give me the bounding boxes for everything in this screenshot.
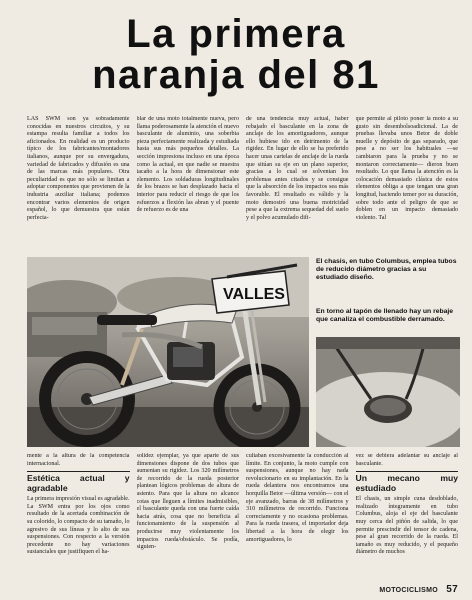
fuel-tap-illustration	[316, 337, 460, 447]
motorcycle-illustration	[27, 257, 309, 447]
bottom-column-2-text: solidez ejemplar, ya que aparte de sus dimensiones dispone de dos tubos que aumentan su rigidez. Los 320 milímetros de recorrido de la rueda posterior plantean lógicos problemas de altura de asiento. Para que la altura no alcance cotas que lleguen a límites inadmisibles, el basculante queda con una fuerte caída hacia atrás, cosa que no beneficia al funcionamiento de la suspensión al producirse muy violentamente los impactos rueda/obstáculo. Se podía, siguien-	[136, 453, 239, 551]
bottom-column-3-text: cultaban excesivamente la conducción al límite. En conjunto, la moto cumple con suspensiones, aunque no hay nada revolucionario en su implantación. En la rueda delantera nos encontramos una horquilla Betor —última versión— con el eje avanzado, barras de 38 milímetros y 310 milímetros de recorrido. Funciona correctamente y no ocasiona problemas. Para la rueda trasera, el importador deja libertad a la hora de elegir los amortiguadores, lo	[246, 453, 349, 543]
headline-line-2: naranja del 81	[92, 53, 380, 97]
motorcycle-photo	[27, 257, 309, 447]
subhead-mecano: Un mecano muy estudiado	[355, 473, 458, 493]
number-plate-text: VALLES	[223, 286, 285, 303]
bottom-column-1-lead: mente a la altura de la competencia internacional.	[27, 453, 130, 467]
text-column-2: blar de una moto totalmente nueva, pero llama poderosamente la atención el nuevo basculante de aluminio, una soberbia pieza perfectamente realizada y estudiada hasta sus más pequeños detalles. La sección impresiona incluso en una época como la actual, en que nadie se muestra tacaño a la hora de dimensionar este elemento. Los soldaduras longitudinales de los brazos se han desplazado hacia el interior para reducir el riesgo de que los esfuerzos a flexión las abran y el puente de refuerzo es de una	[136, 116, 239, 214]
magazine-name: MOTOCICLISMO	[379, 587, 439, 594]
bottom-column-4-lead: vez se debiera adelantar su anclaje al basculante.	[355, 453, 458, 467]
bottom-column-4	[356, 453, 459, 581]
caption-fuel-tap: En torno al tapón de llenado hay un rebaje que canaliza el combustible derramado.	[316, 308, 454, 324]
headline	[0, 14, 472, 96]
bottom-column-1-text: La primera impresión visual es agradable. La SWM entra por los ojos como resultado de la acertada combinación de su colorido, lo compacto de su tamaño, lo agresivo de sus líneas y lo alto de sus suspensiones. Con respecto a la versión precedente no hay variaciones sustanciales que justifiquen el ha-	[27, 496, 130, 556]
bottom-column-4-text: El chasis, un simple cuna desdoblado, realizado íntegramente en tubo Columbus, aloja el eje del basculante muy cerca del piñón de salida, lo que permite prescindir del tensor de cadena, pese al gran recorrido de la rueda. El tamaño es muy reducido, y el pequeño diámetro de muchos	[355, 496, 458, 556]
bottom-column-2	[137, 453, 240, 581]
fuel-tap-photo	[316, 337, 460, 447]
bottom-column-1	[27, 453, 130, 581]
headline-line-1: La primera	[126, 12, 346, 56]
page-number: 57	[446, 584, 458, 595]
subhead-estetica: Estética actual y agradable	[27, 473, 130, 493]
page-footer	[379, 584, 458, 595]
caption-chassis: El chasis, en tubo Columbus, emplea tubos de reducido diámetro gracias a su estudiado diseño.	[316, 258, 457, 282]
text-column-1: LAS SWM son ya sobradamente conocidas en nuestros circuitos, y su estampa resulta familiar a todos los aficionados. En realidad es un producto típico de los fabricantes/montadores italianos, aunque por su envergadura, variedad de fabricados y difusión es una de las marcas más populares. Otra peculiaridad es que no sólo se limitan a adoptar componentes que provienen de la industria auxiliar italiana; podemos encontrar varios elementos de origen español, lo que demuestra que están perfecta-	[27, 116, 130, 221]
text-column-3: de una tendencia muy actual, haber rebajado el basculante en la zona de anclaje de los amortiguadores, aunque ello hubiese ido en detrimento de la rigidez. En lugar de ello se ha preferido hacer unas cartelas de anclaje de la rueda que sitúan su eje en un plano superior, gracias a lo cual se solventan los problemas antes citados y se consigue que la absorción de los impactos sea más favorable. El resultado es válido y la moto demostró una buena motricidad pese a que la extrema sequedad del suelo y el polvo acumulado difi-	[246, 116, 349, 221]
text-column-4: que permite al piloto poner la moto a su gusto sin desembolsoadicional. La de pruebas llevaba unos Betor de doble muelle y depósito de gas separado, que pese a no ser los habituales —se cambiaron para la prueba y no se montaron correctamente— dieron buen resultado. Lo que llama la atención es la colocación demasiado clásica de estos elementos obliga a que tengan una gran longitud, haciendo temer por su duración, sobre todo ante el peligro de que se doblen en un impacto demasiado violento. Tal	[355, 116, 458, 221]
bottom-column-3	[246, 453, 349, 581]
bottom-text-columns	[27, 453, 458, 581]
top-text-columns	[27, 116, 458, 252]
